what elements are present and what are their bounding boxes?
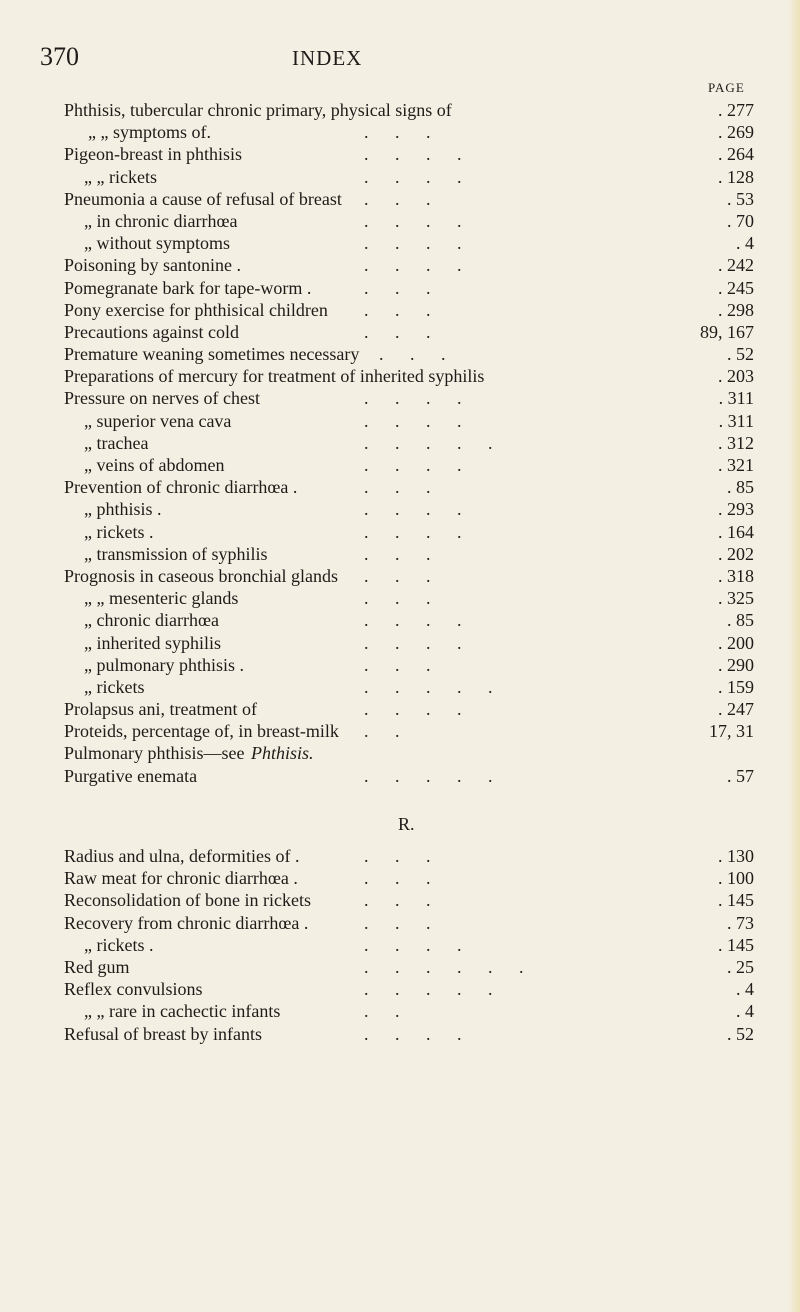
index-entry-page: . 52 [727,344,754,365]
index-entry [64,499,754,521]
index-entry [64,411,754,433]
index-entry [64,699,754,721]
index-entry-text: „ chronic diarrhœa [84,610,219,631]
index-entry [64,868,754,890]
index-entry [64,255,754,277]
leader-dots: . . . [364,588,431,609]
page-column-heading: PAGE [708,80,745,95]
index-entry-text: Preparations of mercury for treatment of inherited syphilis [64,366,485,387]
index-entry-text: Pomegranate bark for tape-worm . [64,277,312,298]
leader-dots: . . . . . [364,979,493,1000]
leader-dots: . . . [364,188,431,209]
index-entry-text: Pony exercise for phthisical children [64,299,328,320]
index-entry-page: . 312 [718,432,754,453]
index-entry [64,677,754,699]
index-entry [64,300,754,322]
index-entry [64,633,754,655]
leader-dots: . . . . [364,144,462,165]
index-entry-page: . 145 [718,934,754,955]
page-header [40,42,760,72]
index-entry-text: „ without symptoms [84,233,231,254]
index-entry [64,743,754,765]
index-entry-text: Purgative enemata [64,765,198,786]
index-entry-page: . 4 [736,1001,754,1022]
leader-dots: . . . . [364,233,462,254]
index-entry-page: . 57 [727,765,754,786]
leader-dots: . . . [364,299,431,320]
leader-dots: . . . . [364,388,462,409]
index-entry-page: . 100 [718,868,754,889]
index-entry [64,144,754,166]
leader-dots: . . . [379,344,446,365]
index-entry-page: . 70 [727,210,754,231]
index-entry-page: . 245 [718,277,754,298]
leader-dots: . . . [364,277,431,298]
index-entry-text: „ pulmonary phthisis . [84,654,244,675]
index-entry [64,846,754,868]
index-entry [64,388,754,410]
leader-dots: . . . [364,846,431,866]
index-entry-text: „ veins of abdomen [84,455,225,475]
index-entry-page: . 311 [718,388,754,409]
index-entry-page: . 325 [718,588,754,609]
index-entry-page: . 290 [718,654,754,675]
index-entry-page: . 311 [718,410,754,431]
leader-dots: . . . . [364,632,462,653]
leader-dots: . . . . [364,699,462,720]
index-entry [64,610,754,632]
index-entry [64,233,754,255]
index-entry [64,278,754,300]
index-entry [64,1024,754,1046]
leader-dots: . . . . [364,410,462,431]
leader-dots: . . . . [364,934,462,955]
index-entry-page: . 73 [727,912,754,933]
leader-dots: . . . [364,122,431,143]
index-entry [64,455,754,477]
index-entry [64,655,754,677]
leader-dots: . . . . [364,166,462,187]
index-entry [64,322,754,344]
index-entry-text: Prolapsus ani, treatment of [64,699,257,720]
index-entry-text: Recovery from chronic diarrhœa . [64,912,309,933]
index-entry-page: . 52 [727,1023,754,1044]
index-entry-text: „ „ symptoms of. [88,122,211,143]
leader-dots: . . . [364,477,431,498]
index-entry-text: Premature weaning sometimes necessary [64,344,360,365]
index-entry-text: Refusal of breast by infants [64,1023,262,1044]
index-entry-page: . 85 [727,610,754,631]
index-cross-reference: Phthisis. [251,743,314,764]
index-entry-text: „ transmission of syphilis [84,543,268,564]
leader-dots: . . . . . . [364,956,524,977]
index-entry-page: . 145 [718,890,754,911]
index-entry-page: . 298 [718,299,754,320]
index-entry [64,913,754,935]
index-entry-page: 17, 31 [709,721,754,742]
index-entry [64,957,754,979]
index-entry [64,366,754,388]
index-entry-page: . 4 [736,979,754,1000]
index-entry [64,477,754,499]
running-head: INDEX [292,46,363,70]
index-entry-text: Raw meat for chronic diarrhœa . [64,868,298,889]
index-entry-page: . 159 [718,676,754,697]
index-entry [64,935,754,957]
leader-dots: . . . [364,321,431,342]
section-heading-r: R. [398,814,415,834]
leader-dots: . . . . [364,1023,462,1044]
leader-dots: . . . [364,543,431,564]
leader-dots: . . . . [364,455,462,475]
index-entry [64,566,754,588]
index-entry-text: Poisoning by santonine . [64,255,242,276]
index-entry-text: Prognosis in caseous bronchial glands [64,565,338,586]
index-entry [64,211,754,233]
index-entry-text: „ in chronic diarrhœa [84,210,238,231]
leader-dots: . . . . [364,255,462,276]
index-entry [64,344,754,366]
leader-dots: . . . . . [364,432,493,453]
leader-dots: . . . . . [364,765,493,786]
index-entry-text: Reflex convulsions [64,979,203,1000]
index-entry-text: Radius and ulna, deformities of . [64,846,300,866]
leader-dots: . . . [364,890,431,911]
index-entry-page: . 203 [718,366,754,387]
leader-dots: . . . [364,868,431,889]
index-entry-text: Reconsolidation of bone in rickets [64,890,311,911]
index-entry-page: . 53 [727,188,754,209]
leader-dots: . . . . . [364,676,493,697]
leader-dots: . . . [364,565,431,586]
index-entry-text: „ „ mesenteric glands [84,588,239,609]
index-section-p [64,100,754,788]
leader-dots: . . [364,721,400,742]
index-entry-text: „ inherited syphilis [84,632,221,653]
index-entry-page: . 269 [718,122,754,143]
index-entry-page: . 277 [718,100,754,120]
leader-dots: . . . [364,912,431,933]
index-section-r [64,846,754,1046]
index-entry-text: Pigeon-breast in phthisis [64,144,242,165]
index-entry [64,189,754,211]
index-entry [64,766,754,788]
leader-dots: . . [364,1001,400,1022]
index-entry [64,433,754,455]
index-entry [64,1001,754,1023]
index-entry-text: „ „ rare in cachectic infants [84,1001,281,1022]
index-entry-text: „ rickets . [84,521,154,542]
index-entry-page: . 25 [727,956,754,977]
index-entry-page: . 242 [718,255,754,276]
index-entry-page: . 4 [736,233,754,254]
index-entry-text: Phthisis, tubercular chronic primary, physical signs of [64,100,452,120]
index-entry [64,890,754,912]
index-entry-text: „ trachea [84,432,149,453]
index-entry-page: . 128 [718,166,754,187]
index-entry-text: Red gum [64,956,130,977]
leader-dots: . . . . [364,610,462,631]
index-entry-text: „ „ rickets [84,166,157,187]
index-entry-page: . 85 [727,477,754,498]
index-entry-page: . 293 [718,499,754,520]
index-entry [64,544,754,566]
leader-dots: . . . . [364,521,462,542]
index-entry-text: „ rickets . [84,934,154,955]
index-entry-text: Precautions against cold [64,321,239,342]
index-entry-page: 89, 167 [700,321,754,342]
index-entry [64,979,754,1001]
leader-dots: . . . [364,654,431,675]
index-entry [64,122,754,144]
index-entry-text: „ phthisis . [84,499,162,520]
page-edge-stain [788,0,800,1312]
leader-dots: . . . . [364,499,462,520]
index-entry-text: „ rickets [84,676,145,697]
index-entry [64,167,754,189]
index-entry [64,588,754,610]
index-entry-text: Pulmonary phthisis—see [64,743,245,764]
index-entry [64,721,754,743]
index-entry-page: . 164 [718,521,754,542]
index-entry-page: . 318 [718,565,754,586]
index-entry [64,522,754,544]
index-entry-page: . 264 [718,144,754,165]
index-entry-page: . 202 [718,543,754,564]
page-number: 370 [40,42,79,71]
index-entry [64,100,754,122]
index-entry-page: . 321 [718,455,754,475]
index-entry-text: Prevention of chronic diarrhœa . [64,477,298,498]
index-entry-page: . 247 [718,699,754,720]
index-entry-page: . 200 [718,632,754,653]
index-entry-text: Proteids, percentage of, in breast-milk [64,721,339,742]
leader-dots: . . . . [364,210,462,231]
index-entry-text: „ superior vena cava [84,410,232,431]
index-entry-text: Pneumonia a cause of refusal of breast [64,188,342,209]
index-entry-text: Pressure on nerves of chest [64,388,260,409]
index-entry-page: . 130 [718,846,754,866]
